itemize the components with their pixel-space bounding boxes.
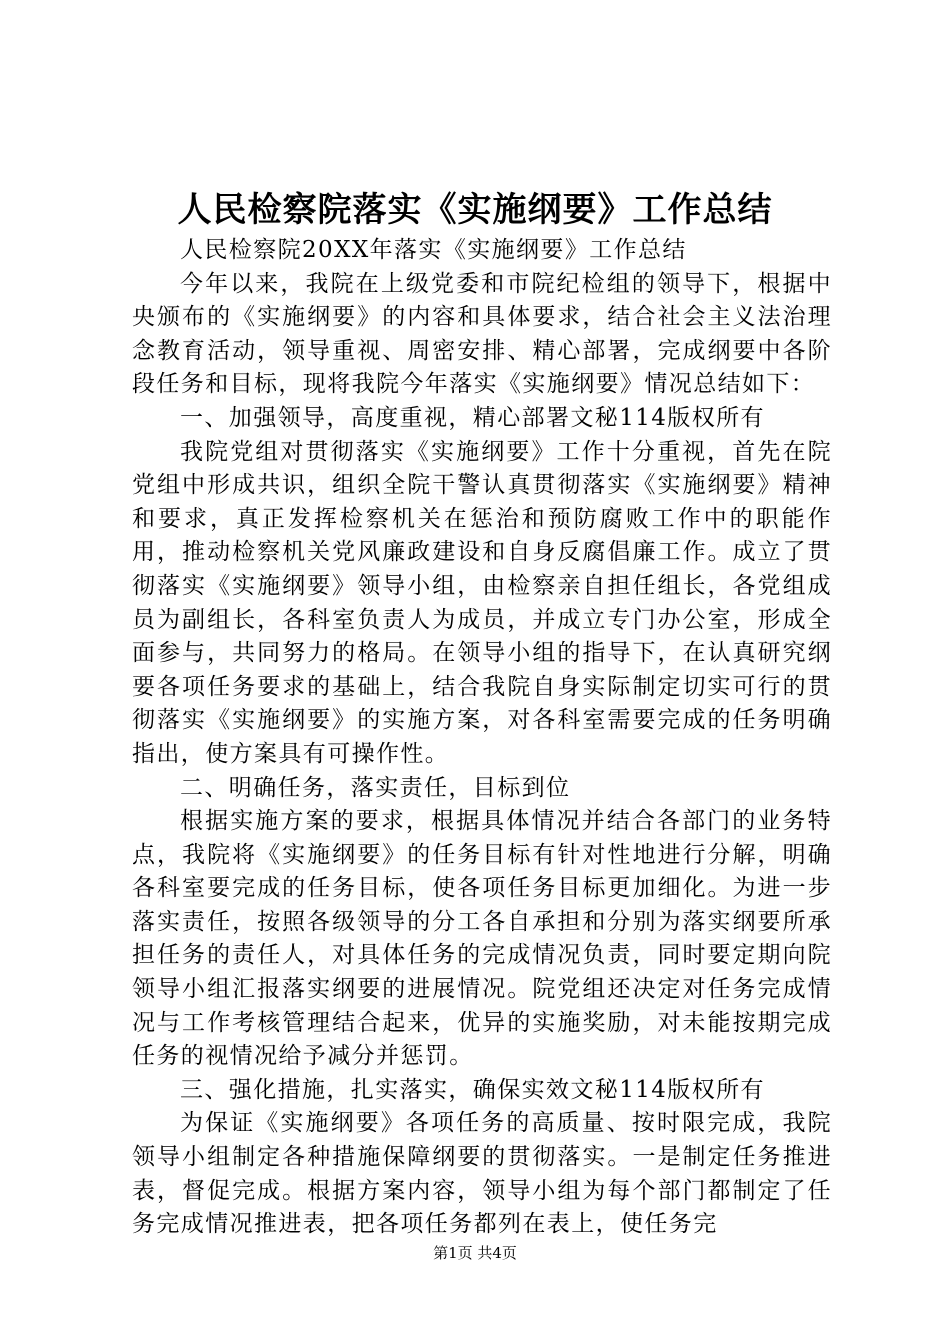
paragraph-section-3: 为保证《实施纲要》各项任务的高质量、按时限完成，我院领导小组制定各种措施保障纲要的贯彻落实。一是制定任务推进表，督促完成。根据方案内容，领导小组为每个部门都制定了任务完成情况推进表，把各项任务都列在表上，使任务完 — [132, 1110, 832, 1238]
paragraph-section-1: 我院党组对贯彻落实《实施纲要》工作十分重视，首先在院党组中形成共识，组织全院干警认真贯彻落实《实施纲要》精神和要求，真正发挥检察机关在惩治和预防腐败工作中的职能作用，推动检察机关党风廉政建设和自身反腐倡廉工作。成立了贯彻落实《实施纲要》领导小组，由检察亲自担任组长，各党组成员为副组长，各科室负责人为成员，并成立专门办公室，形成全面参与，共同努力的格局。在领导小组的指导下，在认真研究纲要各项任务要求的基础上，结合我院自身实际制定切实可行的贯彻落实《实施纲要》的实施方案，对各科室需要完成的任务明确指出，使方案具有可操作性。 — [132, 438, 832, 767]
page-footer: 第1页 共4页 — [433, 1244, 517, 1262]
paragraph-section-2: 根据实施方案的要求，根据具体情况并结合各部门的业务特点，我院将《实施纲要》的任务目标有针对性地进行分解，明确各科室要完成的任务目标，使各项任务目标更加细化。为进一步落实责任，按照各级领导的分工各自承担和分别为落实纲要所承担任务的责任人，对具体任务的完成情况负责，同时要定期向院领导小组汇报落实纲要的进展情况。院党组还决定对任务完成情况与工作考核管理结合起来，优异的实施奖励，对未能按期完成任务的视情况给予减分并惩罚。 — [132, 808, 832, 1070]
paragraph-subtitle: 人民检察院20XX年落实《实施纲要》工作总结 — [180, 237, 687, 263]
document-body — [132, 234, 832, 1242]
section-heading-2: 二、明确任务，落实责任，目标到位 — [180, 774, 571, 801]
section-heading-1: 一、加强领导，高度重视，精心部署文秘114版权所有 — [180, 404, 765, 431]
paragraph-intro: 今年以来，我院在上级党委和市院纪检组的领导下，根据中央颁布的《实施纲要》的内容和具体要求，结合社会主义法治理念教育活动，领导重视、周密安排、精心部署，完成纲要中各阶段任务和目标，现将我院今年落实《实施纲要》情况总结如下： — [132, 270, 832, 398]
section-heading-3: 三、强化措施，扎实落实，确保实效文秘114版权所有 — [180, 1076, 765, 1103]
document-title: 人民检察院落实《实施纲要》工作总结 — [177, 190, 773, 230]
